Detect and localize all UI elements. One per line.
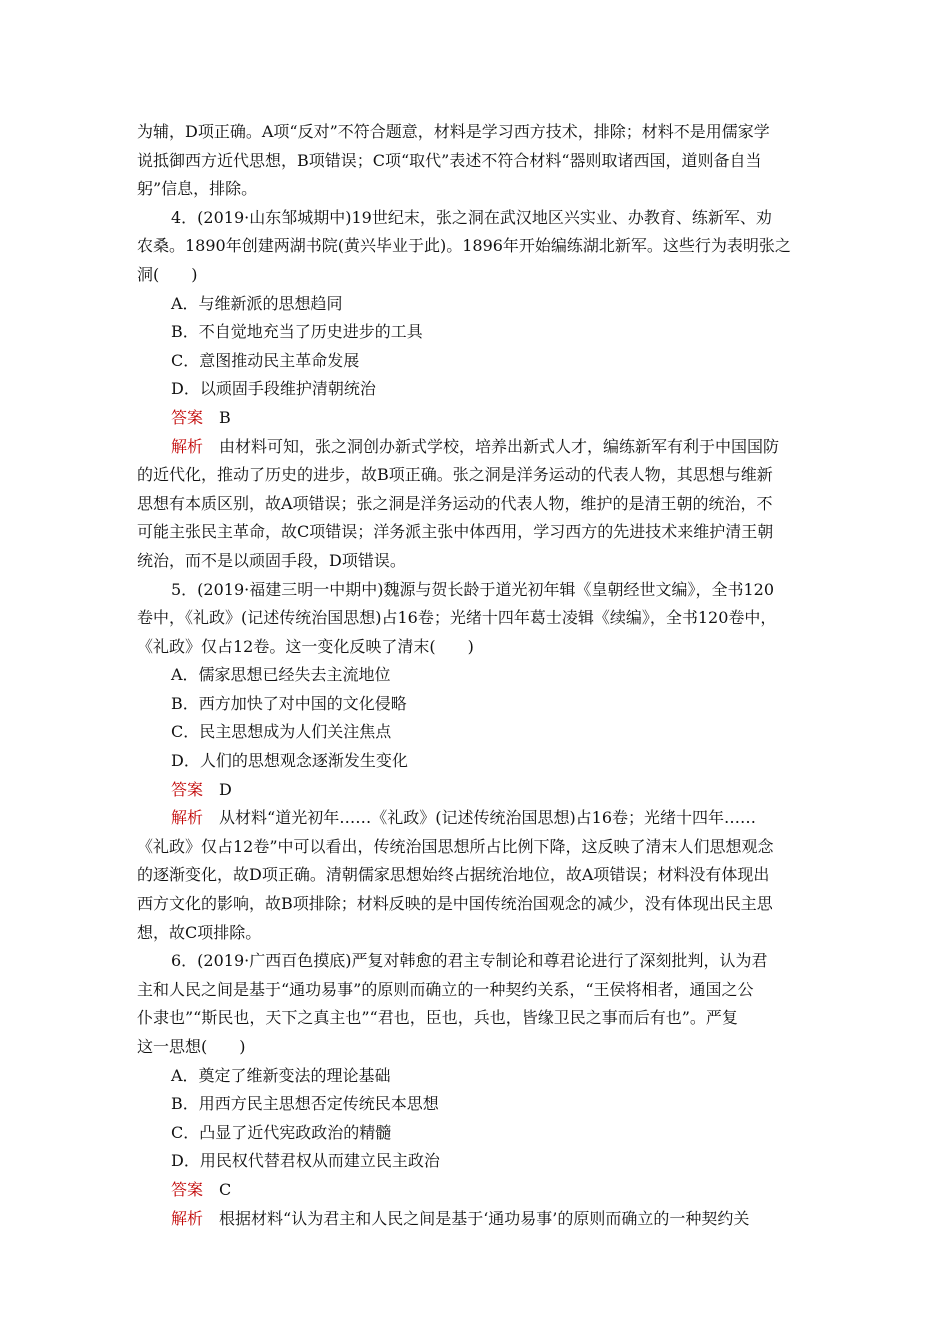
option-c: C．凸显了近代宪政政治的精髓: [171, 1122, 392, 1142]
option-b: B．不自觉地充当了历史进步的工具: [171, 322, 423, 342]
option-b: B．用西方民主思想否定传统民本思想: [171, 1094, 439, 1114]
q3-analysis-tail: [137, 118, 824, 204]
analysis-line: 《礼政》仅占12卷”中可以看出，传统治国思想所占比例下降，这反映了清末人们思想观念: [137, 836, 774, 856]
question-stem-line: 这一思想( ): [137, 1037, 246, 1056]
option-d: D．人们的思想观念逐渐发生变化: [171, 751, 408, 771]
question-6: [137, 947, 824, 1233]
option-d: D．以顽固手段维护清朝统治: [171, 379, 376, 399]
answer-label: 答案: [171, 407, 204, 427]
question-stem-line: 主和人民之间是基于“通功易事”的原则而确立的一种契约关系，“王侯将相者，通国之公: [137, 979, 754, 999]
option-c: C．民主思想成为人们关注焦点: [171, 722, 392, 742]
question-5: [137, 576, 824, 948]
answer-value: B: [219, 407, 231, 427]
answer-value: D: [219, 779, 232, 799]
answer-label: 答案: [171, 779, 204, 799]
text-line: 躬”信息，排除。: [137, 179, 258, 199]
question-stem-line: 卷中，《礼政》(记述传统治国思想)占16卷；光绪十四年葛士凌辑《续编》，全书120卷中，: [137, 608, 777, 628]
question-stem-line: 6．(2019·广西百色摸底)严复对韩愈的君主专制论和尊君论进行了深刻批判，认为君: [171, 951, 768, 971]
question-stem-line: 4．(2019·山东邹城期中)19世纪末，张之洞在武汉地区兴实业、办教育、练新军、劝: [171, 207, 772, 227]
answer-value: C: [219, 1179, 232, 1199]
option-b: B．西方加快了对中国的文化侵略: [171, 693, 407, 713]
analysis-line: 想，故C项排除。: [137, 922, 262, 942]
answer-line: [137, 776, 824, 805]
option-d: D．用民权代替君权从而建立民主政治: [171, 1151, 440, 1171]
answer-label: 答案: [171, 1179, 204, 1199]
question-stem-line: 农桑。1890年创建两湖书院(黄兴毕业于此)。1896年开始编练湖北新军。这些行为表明张之: [137, 236, 791, 256]
option-a: A．与维新派的思想趋同: [171, 293, 343, 313]
analysis-label: 解析: [171, 1208, 204, 1228]
answer-line: [137, 404, 824, 433]
analysis-text: 根据材料“认为君主和人民之间是基于‘通功易事’的原则而确立的一种契约关: [219, 1208, 750, 1228]
analysis-line: 的逐渐变化，故D项正确。清朝儒家思想始终占据统治地位，故A项错误；材料没有体现出: [137, 865, 770, 885]
question-4: [137, 204, 824, 576]
analysis-line: [137, 1205, 824, 1234]
analysis-label: 解析: [171, 808, 204, 828]
analysis-line: 思想有本质区别，故A项错误；张之洞是洋务运动的代表人物，维护的是清王朝的统治，不: [137, 493, 773, 513]
analysis-text: 从材料“道光初年……《礼政》(记述传统治国思想)占16卷；光绪十四年……: [219, 808, 757, 828]
answer-line: [137, 1176, 824, 1205]
question-stem-line: 5．(2019·福建三明一中期中)魏源与贺长龄于道光初年辑《皇朝经世文编》，全书120: [171, 579, 775, 599]
analysis-line: 统治，而不是以顽固手段，D项错误。: [137, 550, 406, 570]
option-a: A．奠定了维新变法的理论基础: [171, 1065, 391, 1085]
analysis-line: 的近代化，推动了历史的进步，故B项正确。张之洞是洋务运动的代表人物，其思想与维新: [137, 465, 773, 485]
question-stem-line: 《礼政》仅占12卷。这一变化反映了清末( ): [137, 636, 474, 656]
analysis-text: 由材料可知，张之洞创办新式学校，培养出新式人才，编练新军有利于中国国防: [219, 436, 780, 456]
analysis-line: 西方文化的影响，故B项排除；材料反映的是中国传统治国观念的减少，没有体现出民主思: [137, 894, 773, 914]
analysis-line: [137, 433, 824, 462]
question-stem-line: 仆隶也”“斯民也，天下之真主也”“君也，臣也，兵也，皆缘卫民之事而后有也”。严复: [137, 1008, 738, 1028]
analysis-label: 解析: [171, 436, 204, 456]
text-line: 为辅，D项正确。A项“反对”不符合题意，材料是学习西方技术，排除；材料不是用儒家学: [137, 122, 770, 141]
analysis-line: 可能主张民主革命，故C项错误；洋务派主张中体西用，学习西方的先进技术来维护清王朝: [137, 522, 774, 542]
question-stem-line: 洞( ): [137, 264, 198, 284]
option-c: C．意图推动民主革命发展: [171, 350, 360, 370]
option-a: A．儒家思想已经失去主流地位: [171, 665, 391, 685]
text-line: 说抵御西方近代思想，B项错误；C项“取代”表述不符合材料“器则取诸西国，道则备自当: [137, 150, 762, 170]
analysis-line: [137, 804, 824, 833]
